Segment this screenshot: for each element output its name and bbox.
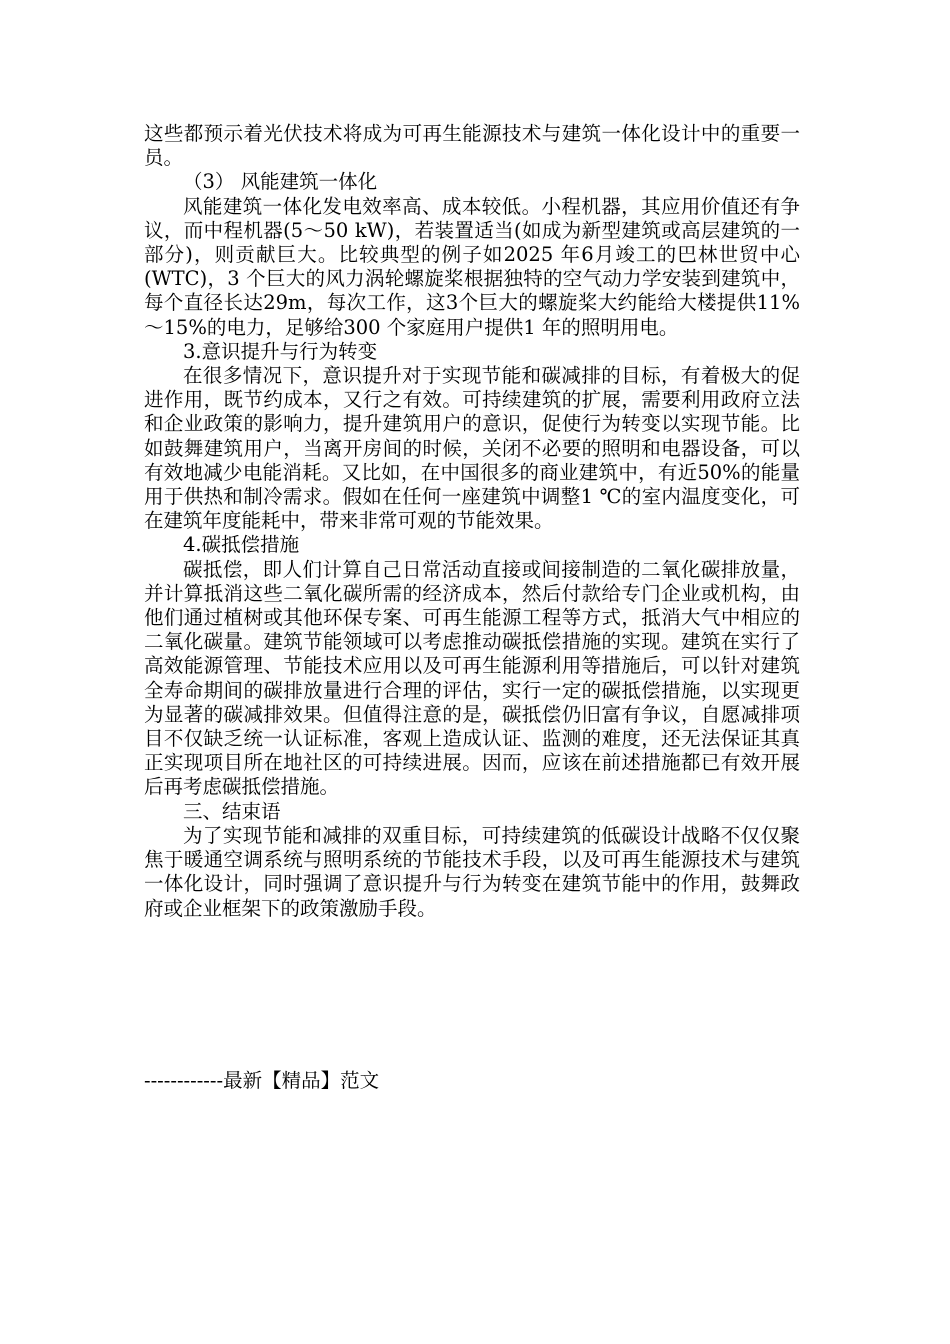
paragraph-awareness: 在很多情况下，意识提升对于实现节能和碳减排的目标，有着极大的促进作用，既节约成本，又行之有效。可持续建筑的扩展，需要利用政府立法和企业政策的影响力，提升建筑用户的意识，促使行为转变以实现节能。比如鼓舞建筑用户，当离开房间的时候，关闭不必要的照明和电器设备，可以有效地减少电能消耗。又比如，在中国很多的商业建筑中，有近50%的能量用于供热和制冷需求。假如在任何一座建筑中调整1 ℃的室内温度变化，可在建筑年度能耗中，带来非常可观的节能效果。 — [144, 364, 800, 533]
paragraph-wind-energy: 风能建筑一体化发电效率高、成本较低。小程机器，其应用价值还有争议，而中程机器(5～50 kW)，若装置适当(如成为新型建筑或高层建筑的一部分)，则贡献巨大。比较典型的例子如2025 年6月竣工的巴林世贸中心(WTC)，3 个巨大的风力涡轮螺旋桨根据独特的空气动力学安装到建筑中，每个直径长达29m，每次工作，这3个巨大的螺旋桨大约能给大楼提供11%～15%的电力，足够给300 个家庭用户提供1 年的照明用电。 — [144, 194, 800, 339]
heading-carbon-offset: 4.碳抵偿措施 — [183, 533, 300, 557]
paragraph-carbon-offset: 碳抵偿，即人们计算自己日常活动直接或间接制造的二氧化碳排放量，并计算抵消这些二氧化碳所需的经济成本，然后付款给专门企业或机构，由他们通过植树或其他环保专案、可再生能源工程等方式，抵消大气中相应的二氧化碳量。建筑节能领域可以考虑推动碳抵偿措施的实现。建筑在实行了高效能源管理、节能技术应用以及可再生能源利用等措施后，可以针对建筑全寿命期间的碳排放量进行合理的评估，实行一定的碳抵偿措施，以实现更为显著的碳减排效果。但值得注意的是，碳抵偿仍旧富有争议，自愿减排项目不仅缺乏统一认证标准，客观上造成认证、监测的难度，还无法保证其真正实现项目所在地社区的可持续进展。因而，应该在前述措施都已有效开展后再考虑碳抵偿措施。 — [144, 557, 800, 799]
heading-conclusion: 三、结束语 — [183, 799, 281, 823]
heading-awareness: 3.意识提升与行为转变 — [183, 339, 378, 363]
subheading-wind-energy: （3） 风能建筑一体化 — [183, 170, 378, 194]
paragraph-conclusion: 为了实现节能和减排的双重目标，可持续建筑的低碳设计战略不仅仅聚焦于暖通空调系统与照明系统的节能技术手段，以及可再生能源技术与建筑一体化设计，同时强调了意识提升与行为转变在建筑节能中的作用，鼓舞政府或企业框架下的政策激励手段。 — [144, 823, 800, 920]
document-body — [144, 122, 800, 921]
paragraph-continuation: 这些都预示着光伏技术将成为可再生能源技术与建筑一体化设计中的重要一员。 — [144, 122, 800, 170]
footer-text: ------------最新【精品】范文 — [144, 1069, 380, 1092]
